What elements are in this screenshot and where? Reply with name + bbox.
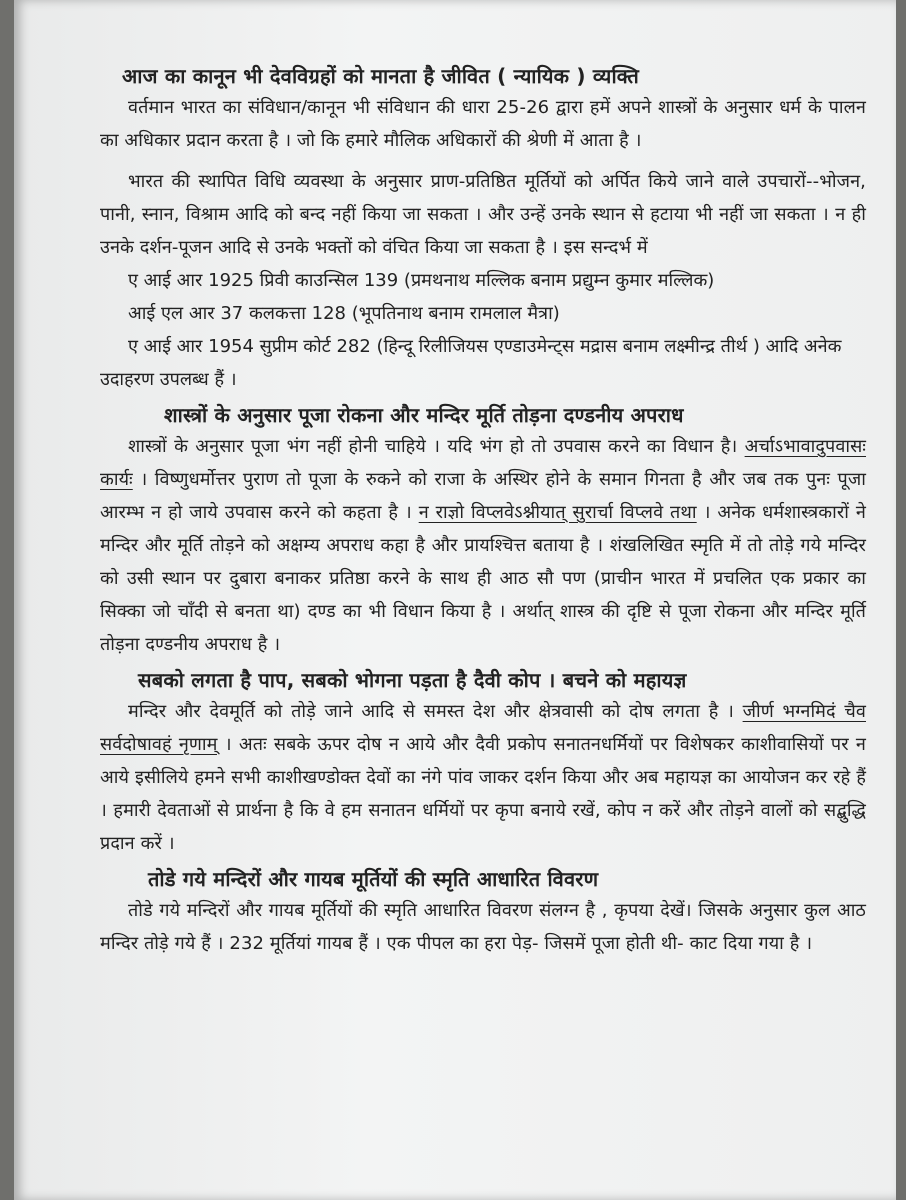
section2-text-2: । विष्णुधर्मोत्तर पुराण तो पूजा के रुकने को राजा के अस्थिर होने के समान गिनता है और जब तक पुनः पूजा आरम्भ न हो जाये उपवास करने को कहता है ।: [100, 469, 866, 523]
section2-text-1: शास्त्रों के अनुसार पूजा भंग नहीं होनी चाहिये । यदि भंग हो तो उपवास करने का विधान है।: [128, 436, 738, 457]
section-paragraph-punishable-offence: [100, 430, 866, 661]
citation-2: आई एल आर 37 कलकत्ता 128 (भूपतिनाथ बनाम रामलाल मैत्रा): [128, 303, 560, 324]
section-paragraph-memory-record: तोडे गये मन्दिरों और गायब मूर्तियों की स्मृति आधारित विवरण संलग्न है , कृपया देखें। जिसके अनुसार कुल आठ मन्दिर तोड़े गये हैं । 232 मूर्तियां गायब हैं । एक पीपल का हरा पेड़- जिसमें पूजा होती थी- काट दिया गया है ।: [100, 900, 866, 954]
section-heading-memory-record: तोडे गये मन्दिरों और गायब मूर्तियों की स्मृति आधारित विवरण: [148, 867, 599, 891]
intro-paragraph-2: भारत की स्थापित विधि व्यवस्था के अनुसार प्राण-प्रतिष्ठित मूर्तियों को अर्पित किये जाने वाले उपचारों--भोजन, पानी, स्नान, विश्राम आदि को बन्द नहीं किया जा सकता । और उन्हें उनके स्थान से हटाया भी नहीं जा सकता । न ही उनके दर्शन-पूजन आदि से उनके भक्तों को वंचित किया जा सकता है । इस सन्दर्भ में: [100, 171, 866, 258]
page-title: आज का कानून भी देवविग्रहों को मानता है जीवित ( न्यायिक ) व्यक्ति: [122, 64, 640, 88]
shloka-quote-2: न राज्ञो विप्लवेऽश्नीयात् सुरार्चा विप्लवे तथा: [418, 502, 697, 523]
intro-paragraph-1: वर्तमान भारत का संविधान/कानून भी संविधान की धारा 25-26 द्वारा हमें अपने शास्त्रों के अनुसार धर्म के पालन का अधिकार प्रदान करता है । जो कि हमारे मौलिक अधिकारों की श्रेणी में आता है ।: [100, 97, 866, 151]
section-paragraph-mahayagya: [100, 695, 866, 860]
document-page: [14, 0, 896, 1200]
section2-text-3: । अनेक धर्मशास्त्रकारों ने मन्दिर और मूर्ति तोड़ने को अक्षम्य अपराध कहा है और प्रायश्चित्त बताया है । शंखलिखित स्मृति में तो तोड़े गये मन्दिर को उसी स्थान पर दुबारा बनाकर प्रतिष्ठा करने के साथ ही आठ सौ पण (प्राचीन भारत में प्रचलित एक प्रकार का सिक्का जो चाँदी से बनता था) दण्ड का भी विधान किया है । अर्थात् शास्त्र की दृष्टि से पूजा रोकना और मन्दिर मूर्ति तोड़ना दण्डनीय अपराध है ।: [100, 502, 866, 655]
document-body: [100, 55, 866, 960]
section-heading-mahayagya: सबको लगता है पाप, सबको भोगना पड़ता है दैवी कोप । बचने को महायज्ञ: [138, 668, 687, 692]
section3-text-2: । अतः सबके ऊपर दोष न आये और दैवी प्रकोप सनातनधर्मियों पर विशेषकर काशीवासियों पर न आये इसीलिये हमने सभी काशीखण्डोक्त देवों का नंगे पांव जाकर दर्शन किया और अब महायज्ञ का आयोजन कर रहे हैं । हमारी देवताओं से प्रार्थना है कि वे हम सनातन धर्मियों पर कृपा बनाये रखें, कोप न करें और तोड़ने वालों को सद्बुद्धि प्रदान करें ।: [100, 734, 866, 854]
shloka-quote-1: अर्चाऽभावादुपवासः कार्यः: [100, 436, 867, 490]
shloka-quote-3: जीर्ण भग्नमिदं चैव सर्वदोषावहं नृणाम्: [100, 701, 866, 755]
citation-1: ए आई आर 1925 प्रिवी काउन्सिल 139 (प्रमथनाथ मल्लिक बनाम प्रद्युम्न कुमार मल्लिक): [128, 270, 715, 291]
citation-3: ए आई आर 1954 सुप्रीम कोर्ट 282 (हिन्दू रिलीजियस एण्डाउमेन्ट्स मद्रास बनाम लक्ष्मीन्द्र तीर्थ ) आदि अनेक उदाहरण उपलब्ध हैं ।: [100, 336, 842, 390]
section3-text-1: मन्दिर और देवमूर्ति को तोड़े जाने आदि से समस्त देश और क्षेत्रवासी को दोष लगता है ।: [128, 701, 743, 722]
section-heading-punishable-offence: शास्त्रों के अनुसार पूजा रोकना और मन्दिर मूर्ति तोड़ना दण्डनीय अपराध: [164, 403, 684, 427]
